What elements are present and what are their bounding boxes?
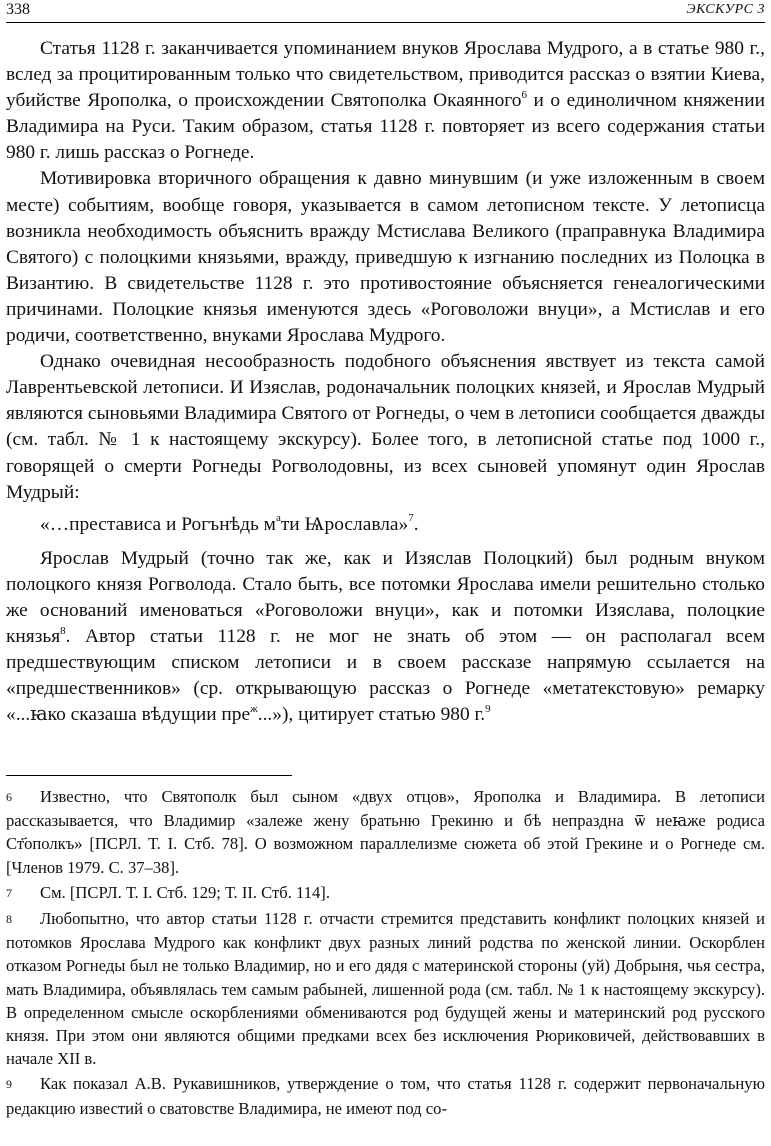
quotation: «…престависа и Рогънѣдь $м^ати$ Ѩрославла»$^7$.: [40, 512, 419, 535]
paragraph: Статья 1128 г. заканчивается упоминанием внуков Ярослава Мудрого, а в статье 980 г., вслед за процитированным только что свидетельством, приводится рассказ о взятии Киева, убийстве Ярополка, о происхождении Святополка Окаянного$^6$ и о единоличном княжении Владимира на Руси. Таким образом, статья 1128 г. повторяет из всего содержания статьи 980 г. лишь рассказ о Рогнеде.: [6, 38, 765, 164]
footnote: 7 См. [ПСРЛ. Т. I. Стб. 129; Т. II. Стб. 114].: [6, 882, 330, 902]
footnote: 8 Любопытно, что автор статьи 1128 г. отчасти стремится представить конфликт полоцких князей и потомков Ярослава Мудрого как конфликт двух разных линий родства по женской линии. Оскорблен отказом Рогнеды был не только Владимир, но и его дядя с материнской стороны (уй) Добрыня, чья сестра, мать Владимира, объявлялась тем самым рабыней, лишенной рода (см. табл. № 1 к настоящему экскурсу). В определенном смысле оскорблениями обмениваются род будущей жены и материнский род русского князя. При этом они являются общими предками всех без исключения Рюриковичей, действовавших в начале XII в.: [6, 909, 765, 1069]
page-header: [6, 0, 765, 23]
page-number: 338: [6, 1, 30, 18]
paragraph: Ярослав Мудрый (точно так же, как и Изяслав Полоцкий) был родным внуком полоцкого князя Рогволода. Стало быть, все потомки Ярослава имели решительно столько же оснований именоваться «Роговоложи внуци», как и потомки Изяслава, полоцкие князья$^8$. Автор статьи 1128 г. не мог не знать об этом — он располагал всем предшествующим списком летописи и в своем рассказе напрямую ссылается на «предшественников» (ср. открывающую рассказ о Рогнеде «метатекстовую» ремарку «...ꙗко сказаша вѣдущии пре$^ж$...»), цитирует статью 980 г.$^9$: [6, 547, 765, 726]
footnote: 6 Известно, что Святополк был сыном «двух отцов», Ярополка и Владимира. В летописи рассказывается, что Владимир «залеже жену братьню Грекиню и бѣ непраздна ѿ неꙗже родиса Ст҃ополкъ» [ПСРЛ. Т. I. Стб. 78]. О возможном параллелизме сюжета об этой Грекине и о Рогнеде см. [Членов 1979. С. 37–38].: [6, 787, 765, 877]
footnote: 9 Как показал А.В. Рукавишников, утверждение о том, что статья 1128 г. содержит первоначальную редакцию известий о сватовстве Владимира, не имеют под со-: [6, 1074, 765, 1118]
main-text: [6, 36, 765, 728]
footnotes: [6, 785, 765, 1122]
footnote-ref[interactable]: 9: [485, 702, 491, 715]
running-head: ЭКСКУРС 3: [686, 2, 765, 17]
footnote-ref[interactable]: 8: [60, 624, 66, 637]
paragraph: Однако очевидная несообразность подобного объяснения явствует из текста самой Лаврентьевской летописи. И Изяслав, родоначальник полоцких князей, и Ярослав Мудрый являются сыновьями Владимира Святого от Рогнеды, о чем в летописи сообщается дважды (см. табл. № 1 к настоящему экскурсу). Более того, в летописной статье под 1000 г., говорящей о смерти Рогнеды Рогволодовны, из всех сыновей упомянут один Ярослав Мудрый:: [6, 351, 765, 503]
footnote-divider: [6, 775, 292, 776]
footnote-ref[interactable]: 6: [521, 88, 527, 101]
footnote-ref[interactable]: 7: [408, 512, 414, 525]
paragraph: Мотивировка вторичного обращения к давно минувшим (и уже изложенным в своем месте) событиям, вообще говоря, указывается в самом летописном тексте. У летописца возникла необходимость объяснить вражду Мстислава Великого (праправнука Владимира Святого) с полоцкими князьями, вражду, приведшую к изгнанию последних из Полоцка в Византию. В свидетельстве 1128 г. это противостояние объясняется генеалогическими причинами. Полоцкие князья именуются здесь «Роговоложи внуци», а Мстислав и его родичи, соответственно, внуками Ярослава Мудрого.: [6, 168, 765, 347]
